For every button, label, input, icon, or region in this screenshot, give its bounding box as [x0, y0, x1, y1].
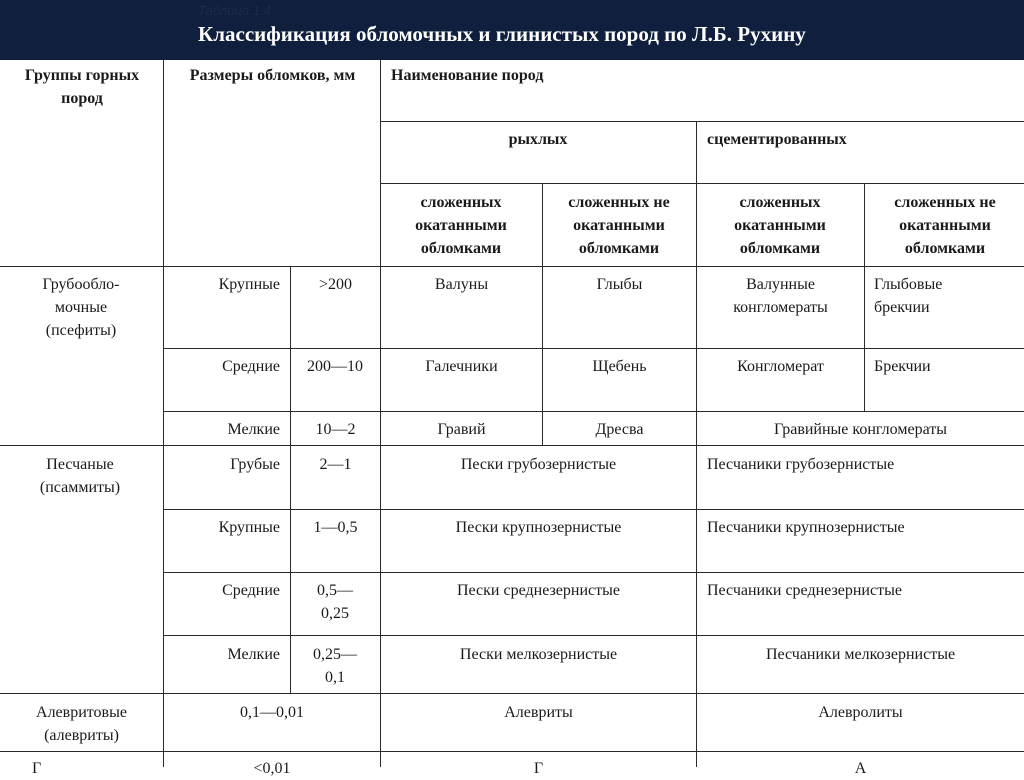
header-cem-rounded: сложенных окатанными обломками	[734, 194, 826, 257]
row-divider	[163, 348, 1024, 349]
row-divider	[0, 751, 1024, 752]
size-value: 200—10	[307, 358, 363, 375]
row-divider	[163, 411, 1024, 412]
header-sizes: Размеры обломков, мм	[189, 67, 356, 84]
col-divider	[290, 266, 291, 693]
table-cell: Валуны	[434, 276, 489, 293]
page-title: Классификация обломочных и глинистых пород по Л.Б. Рухину	[198, 22, 806, 46]
size-value: <0,01	[253, 760, 291, 777]
size-label: Крупные	[218, 276, 280, 293]
table-cell: Песчаники мелкозернистые	[765, 646, 956, 663]
size-value: 10—2	[315, 421, 356, 438]
size-label: Средние	[222, 358, 280, 375]
row-divider	[380, 183, 1024, 184]
table-cell: Алевриты	[504, 704, 573, 721]
header-groups: Группы горных пород	[24, 67, 140, 107]
row-divider	[163, 509, 1024, 510]
header-loose-not-rounded: сложенных не окатанными обломками	[568, 194, 670, 257]
table-cell: Пески среднезернистые	[457, 582, 620, 599]
size-value: 0,25—0,1	[313, 646, 357, 686]
group-coarse: Грубообло-мочные (псефиты)	[42, 276, 120, 339]
size-label: Грубые	[230, 456, 280, 473]
table-cell: Песчаники среднезернистые	[707, 582, 902, 599]
table-cell: Пески крупнозернистые	[455, 519, 622, 536]
header-cem-not-rounded: сложенных не окатанными обломками	[894, 194, 996, 257]
table-cell: Г	[533, 760, 544, 777]
table-cell: Пески мелкозернистые	[459, 646, 618, 663]
table-cell: Гравий	[437, 421, 486, 438]
table-cell: Глыбовые брекчии	[874, 276, 943, 316]
col-divider	[163, 59, 164, 767]
col-divider	[864, 183, 865, 411]
row-divider	[163, 635, 1024, 636]
classification-table	[0, 59, 1024, 777]
group-clay: Г	[32, 760, 42, 777]
table-cell: Валунные конгломераты	[733, 276, 828, 316]
row-divider	[163, 572, 1024, 573]
table-cell: Дресва	[595, 421, 644, 438]
col-divider	[542, 183, 543, 445]
header-loose: рыхлых	[508, 131, 568, 148]
group-sand: Песчаные (псаммиты)	[39, 456, 121, 496]
size-value: 1—0,5	[313, 519, 358, 536]
group-silt: Алевритовые (алевриты)	[36, 704, 127, 744]
header-names: Наименование пород	[391, 67, 544, 84]
table-cell: Пески грубозернистые	[460, 456, 617, 473]
col-divider	[696, 121, 697, 767]
table-cell: Галечники	[425, 358, 498, 375]
size-label: Мелкие	[227, 421, 280, 438]
row-divider	[380, 121, 1024, 122]
table-cell: Глыбы	[596, 276, 643, 293]
size-value: 0,5—0,25	[317, 582, 353, 622]
size-label: Мелкие	[227, 646, 280, 663]
table-cell: Брекчии	[874, 358, 931, 375]
header-loose-rounded: сложенных окатанными обломками	[415, 194, 507, 257]
header-cemented: сцементированных	[707, 131, 847, 148]
table-cell: Алевролиты	[818, 704, 903, 721]
size-value: >200	[318, 276, 353, 293]
size-value: 2—1	[319, 456, 352, 473]
size-label: Крупные	[218, 519, 280, 536]
row-divider	[0, 266, 1024, 267]
table-label: Таблица 1.4	[198, 3, 271, 18]
table-cell: Песчаники грубозернистые	[707, 456, 895, 473]
table-cell: А	[854, 760, 867, 777]
row-divider	[0, 693, 1024, 694]
table-cell: Песчаники крупнозернистые	[707, 519, 905, 536]
row-divider	[0, 445, 1024, 446]
size-label: Средние	[222, 582, 280, 599]
table-cell: Гравийные конгломераты	[773, 421, 948, 438]
table-cell: Щебень	[592, 358, 647, 375]
size-value: 0,1—0,01	[240, 704, 304, 721]
table-cell: Конгломерат	[737, 358, 824, 375]
